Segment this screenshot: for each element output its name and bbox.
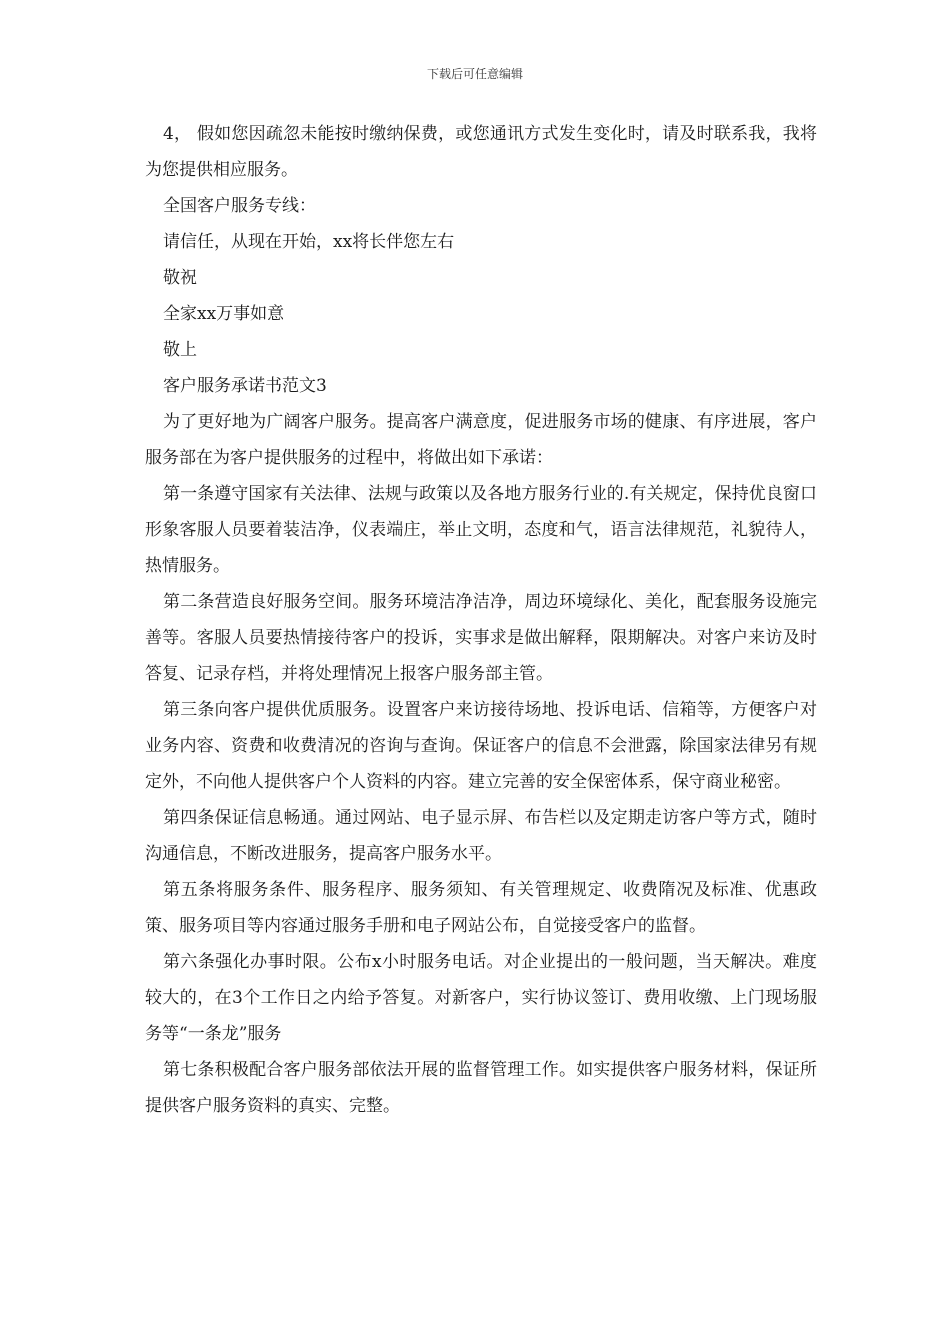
paragraph-article-6: 第六条强化办事时限。公布x小时服务电话。对企业提出的一般问题，当天解决。难度较大的，在3个工作日之内给予答复。对新客户，实行协议签订、费用收缴、上门现场服务等“一条龙”服务 — [145, 952, 817, 1044]
page-header: 下载后可任意编辑 — [426, 67, 523, 81]
paragraph-intro: 为了更好地为广阔客户服务。提高客户满意度，促进服务市场的健康、有序进展，客户服务部在为客户提供服务的过程中，将做出如下承诺： — [145, 412, 817, 468]
paragraph-signoff: 敬上 — [163, 340, 197, 360]
document-body — [145, 116, 817, 1124]
paragraph-article-7: 第七条积极配合客户服务部依法开展的监督管理工作。如实提供客户服务材料，保证所提供客户服务资料的真实、完整。 — [145, 1060, 817, 1116]
paragraph-article-1: 第一条遵守国家有关法律、法规与政策以及各地方服务行业的.有关规定，保持优良窗口形象客服人员要着装洁净，仪表端庄，举止文明，态度和气，语言法律规范，礼貌待人，热情服务。 — [145, 484, 817, 576]
paragraph-wishes: 全家xx万事如意 — [163, 304, 285, 324]
paragraph-reminder: 4， 假如您因疏忽未能按时缴纳保费，或您通讯方式发生变化时，请及时联系我，我将为您提供相应服务。 — [145, 124, 817, 180]
paragraph-regards: 敬祝 — [163, 268, 197, 288]
section-title: 客户服务承诺书范文3 — [163, 376, 327, 396]
paragraph-hotline: 全国客户服务专线： — [163, 196, 316, 216]
paragraph-article-5: 第五条将服务条件、服务程序、服务须知、有关管理规定、收费隋况及标准、优惠政策、服务项目等内容通过服务手册和电子网站公布，自觉接受客户的监督。 — [145, 880, 817, 936]
paragraph-trust: 请信任，从现在开始，xx将长伴您左右 — [163, 232, 455, 252]
paragraph-article-4: 第四条保证信息畅通。通过网站、电子显示屏、布告栏以及定期走访客户等方式，随时沟通信息，不断改进服务，提高客户服务水平。 — [145, 808, 817, 864]
paragraph-article-2: 第二条营造良好服务空间。服务环境洁净洁净，周边环境绿化、美化，配套服务设施完善等。客服人员要热情接待客户的投诉，实事求是做出解释，限期解决。对客户来访及时答复、记录存档，并将处理情况上报客户服务部主管。 — [145, 592, 817, 684]
paragraph-article-3: 第三条向客户提供优质服务。设置客户来访接待场地、投诉电话、信箱等，方便客户对业务内容、资费和收费清况的咨询与查询。保证客户的信息不会泄露，除国家法律另有规定外，不向他人提供客户个人资料的内容。建立完善的安全保密体系，保守商业秘密。 — [145, 700, 817, 792]
